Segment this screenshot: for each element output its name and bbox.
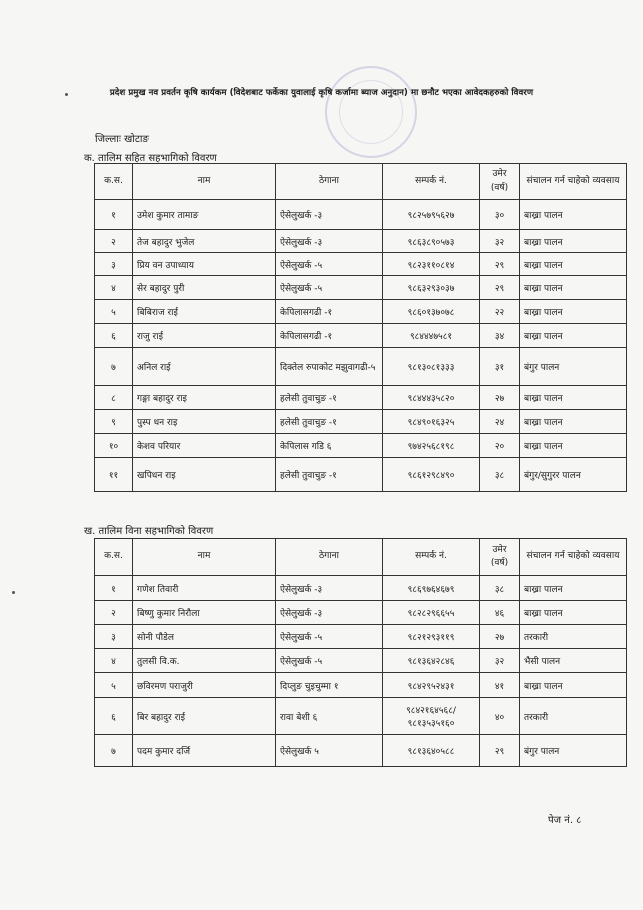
table-with-training — [94, 163, 627, 492]
cell-business: तरकारी — [520, 698, 627, 735]
table-row — [95, 601, 627, 625]
cell-age: ४१ — [480, 673, 520, 698]
cell-address: ऐसेलुखर्क ५ — [276, 735, 383, 767]
cell-serial: १ — [95, 200, 133, 230]
cell-serial: ५ — [95, 300, 133, 324]
cell-business: बाख्रा पालन — [520, 410, 627, 434]
cell-contact: ९८१३६४०५८८ — [383, 735, 480, 767]
office-seal — [325, 66, 417, 158]
col-address: ठेगाना — [276, 539, 383, 576]
col-serial: क.स. — [95, 539, 133, 576]
cell-serial: १० — [95, 434, 133, 458]
cell-age: ४० — [480, 698, 520, 735]
col-name: नाम — [133, 539, 276, 576]
cell-serial: ४ — [95, 649, 133, 673]
table-row — [95, 300, 627, 324]
table-row — [95, 276, 627, 300]
cell-business: बाख्रा पालन — [520, 576, 627, 601]
cell-business: बाख्रा पालन — [520, 324, 627, 348]
table-row — [95, 230, 627, 253]
cell-contact: ९८६३२९३०३७ — [383, 276, 480, 300]
cell-contact: ९८२१२९३११९ — [383, 625, 480, 649]
table-row — [95, 625, 627, 649]
cell-age: ३० — [480, 200, 520, 230]
table-row — [95, 324, 627, 348]
cell-serial: ८ — [95, 386, 133, 410]
cell-age: ३८ — [480, 458, 520, 492]
cell-business: बंगुर/सुगुरर पालन — [520, 458, 627, 492]
cell-address: ऐसेलुखर्क -५ — [276, 625, 383, 649]
cell-address: ऐसेलुखर्क -५ — [276, 253, 383, 276]
cell-contact: ९८१३०८१३३३ — [383, 348, 480, 386]
cell-name: गङ्गा बहादुर राइ — [133, 386, 276, 410]
cell-age: ३२ — [480, 649, 520, 673]
col-business: संचालन गर्न चाहेको व्यवसाय — [520, 164, 627, 200]
cell-serial: ३ — [95, 625, 133, 649]
cell-address: केपिलासगढी -१ — [276, 324, 383, 348]
col-address: ठेगाना — [276, 164, 383, 200]
cell-age: २० — [480, 434, 520, 458]
section-a-title: क. तालिम सहित सहभागिको विवरण — [84, 153, 217, 164]
cell-address: ऐसेलुखर्क -३ — [276, 576, 383, 601]
cell-name: अनिल राई — [133, 348, 276, 386]
cell-address: ऐसेलुखर्क -३ — [276, 230, 383, 253]
table-without-training — [94, 538, 627, 767]
cell-serial: ११ — [95, 458, 133, 492]
table-row — [95, 673, 627, 698]
cell-address: हलेसी तुवाचुङ -१ — [276, 458, 383, 492]
cell-name: पुस्प धन राइ — [133, 410, 276, 434]
cell-contact: ९८२३११०८१४ — [383, 253, 480, 276]
document-header: प्रदेश प्रमुख नव प्रवर्तन कृषि कार्यकम (विदेशबाट फर्केका युवालाई कृषि कर्जामा ब्याज अनुदान) मा छनौट भएका आवेदकहरुको विवरण — [109, 88, 534, 98]
table-header-row — [95, 164, 627, 200]
cell-contact: ९८२८२९६६५५ — [383, 601, 480, 625]
cell-serial: ७ — [95, 348, 133, 386]
cell-age: ३४ — [480, 324, 520, 348]
cell-business: बंगुर पालन — [520, 735, 627, 767]
cell-address: ऐसेलुखर्क -३ — [276, 601, 383, 625]
cell-serial: ६ — [95, 324, 133, 348]
cell-contact: ९८६१२९८४९० — [383, 458, 480, 492]
section-b-title: ख. तालिम विना सहभागिको विवरण — [84, 526, 214, 537]
cell-business: बाख्रा पालन — [520, 200, 627, 230]
cell-name: प्रिय वन उपाध्याय — [133, 253, 276, 276]
cell-business: बंगुर पालन — [520, 348, 627, 386]
cell-contact: ९८४२१६४५६८/ ९८१३५३५१६० — [383, 698, 480, 735]
cell-name: पदम कुमार दर्जि — [133, 735, 276, 767]
cell-name: खपिधन राइ — [133, 458, 276, 492]
cell-age: ३८ — [480, 576, 520, 601]
cell-address: दिक्तेल रुपाकोट मझुवागढी-५ — [276, 348, 383, 386]
cell-business: बाख्रा पालन — [520, 601, 627, 625]
table-row — [95, 253, 627, 276]
cell-serial: ३ — [95, 253, 133, 276]
cell-address: केपिलास गडि ६ — [276, 434, 383, 458]
page-number: पेज नं. ८ — [548, 815, 582, 826]
cell-name: छविरमण पराजुरी — [133, 673, 276, 698]
cell-contact: ९८६०१३७०७८ — [383, 300, 480, 324]
cell-contact: ९८४४४३५८२० — [383, 386, 480, 410]
cell-age: २२ — [480, 300, 520, 324]
cell-contact: ९८४४४७५८१ — [383, 324, 480, 348]
cell-business: तरकारी — [520, 625, 627, 649]
district-label: जिल्लाः खोटाङ — [95, 134, 149, 145]
cell-name: केशव परियार — [133, 434, 276, 458]
cell-business: बाख्रा पालन — [520, 673, 627, 698]
cell-contact: ९८४२९५२४३१ — [383, 673, 480, 698]
table-row — [95, 576, 627, 601]
cell-address: ऐसेलुखर्क -५ — [276, 276, 383, 300]
cell-business: बाख्रा पालन — [520, 253, 627, 276]
table-row — [95, 386, 627, 410]
cell-serial: ५ — [95, 673, 133, 698]
cell-business: बाख्रा पालन — [520, 300, 627, 324]
col-serial: क.स. — [95, 164, 133, 200]
cell-contact: ९८६९७६४६७९ — [383, 576, 480, 601]
col-contact: सम्पर्क नं. — [383, 164, 480, 200]
col-age: उमेर (वर्ष) — [480, 164, 520, 200]
cell-age: २७ — [480, 625, 520, 649]
col-business: संचालन गर्न चाहेको व्यवसाय — [520, 539, 627, 576]
cell-serial: २ — [95, 230, 133, 253]
cell-contact: ९८४९०१६३२५ — [383, 410, 480, 434]
cell-age: २४ — [480, 410, 520, 434]
cell-contact: ९८२५७९५६२७ — [383, 200, 480, 230]
cell-age: २७ — [480, 386, 520, 410]
cell-age: २९ — [480, 276, 520, 300]
cell-name: उमेश कुमार तामाङ — [133, 200, 276, 230]
cell-contact: ९७४२५६८१९८ — [383, 434, 480, 458]
cell-name: गणेश तिवारी — [133, 576, 276, 601]
cell-serial: ४ — [95, 276, 133, 300]
cell-business: बाख्रा पालन — [520, 230, 627, 253]
table-row — [95, 348, 627, 386]
table-row — [95, 200, 627, 230]
cell-serial: ७ — [95, 735, 133, 767]
cell-name: तेज बहादुर भुजेल — [133, 230, 276, 253]
cell-business: बाख्रा पालन — [520, 386, 627, 410]
cell-address: रावा बेशी ६ — [276, 698, 383, 735]
cell-age: ४६ — [480, 601, 520, 625]
cell-name: राजु राई — [133, 324, 276, 348]
cell-contact: ९८६३८९०५७३ — [383, 230, 480, 253]
col-age: उमेर (वर्ष) — [480, 539, 520, 576]
table-row — [95, 649, 627, 673]
cell-age: २९ — [480, 253, 520, 276]
cell-address: दिप्लुङ चुइचुम्मा १ — [276, 673, 383, 698]
table-row — [95, 434, 627, 458]
cell-name: सेर बहादुर पुरी — [133, 276, 276, 300]
table-row — [95, 735, 627, 767]
cell-address: ऐसेलुखर्क -३ — [276, 200, 383, 230]
cell-business: बाख्रा पालन — [520, 434, 627, 458]
cell-name: बिबिराज राई — [133, 300, 276, 324]
cell-age: २९ — [480, 735, 520, 767]
cell-address: ऐसेलुखर्क -५ — [276, 649, 383, 673]
cell-name: बिर बहादुर राई — [133, 698, 276, 735]
table-row — [95, 458, 627, 492]
table-row — [95, 698, 627, 735]
cell-serial: ६ — [95, 698, 133, 735]
cell-address: केपिलासगढी -१ — [276, 300, 383, 324]
table-row — [95, 410, 627, 434]
cell-contact: ९८१३६४२८४६ — [383, 649, 480, 673]
col-name: नाम — [133, 164, 276, 200]
cell-name: सोनी पौडेल — [133, 625, 276, 649]
col-contact: सम्पर्क नं. — [383, 539, 480, 576]
cell-name: बिष्णु कुमार निरौला — [133, 601, 276, 625]
cell-serial: १ — [95, 576, 133, 601]
cell-serial: २ — [95, 601, 133, 625]
cell-name: तुलसी वि.क. — [133, 649, 276, 673]
cell-business: भैसी पालन — [520, 649, 627, 673]
table-header-row — [95, 539, 627, 576]
cell-age: ३१ — [480, 348, 520, 386]
cell-serial: ९ — [95, 410, 133, 434]
cell-address: हलेसी तुवाचुङ -१ — [276, 386, 383, 410]
cell-business: बाख्रा पालन — [520, 276, 627, 300]
cell-age: ३२ — [480, 230, 520, 253]
cell-address: हलेसी तुवाचुङ -१ — [276, 410, 383, 434]
